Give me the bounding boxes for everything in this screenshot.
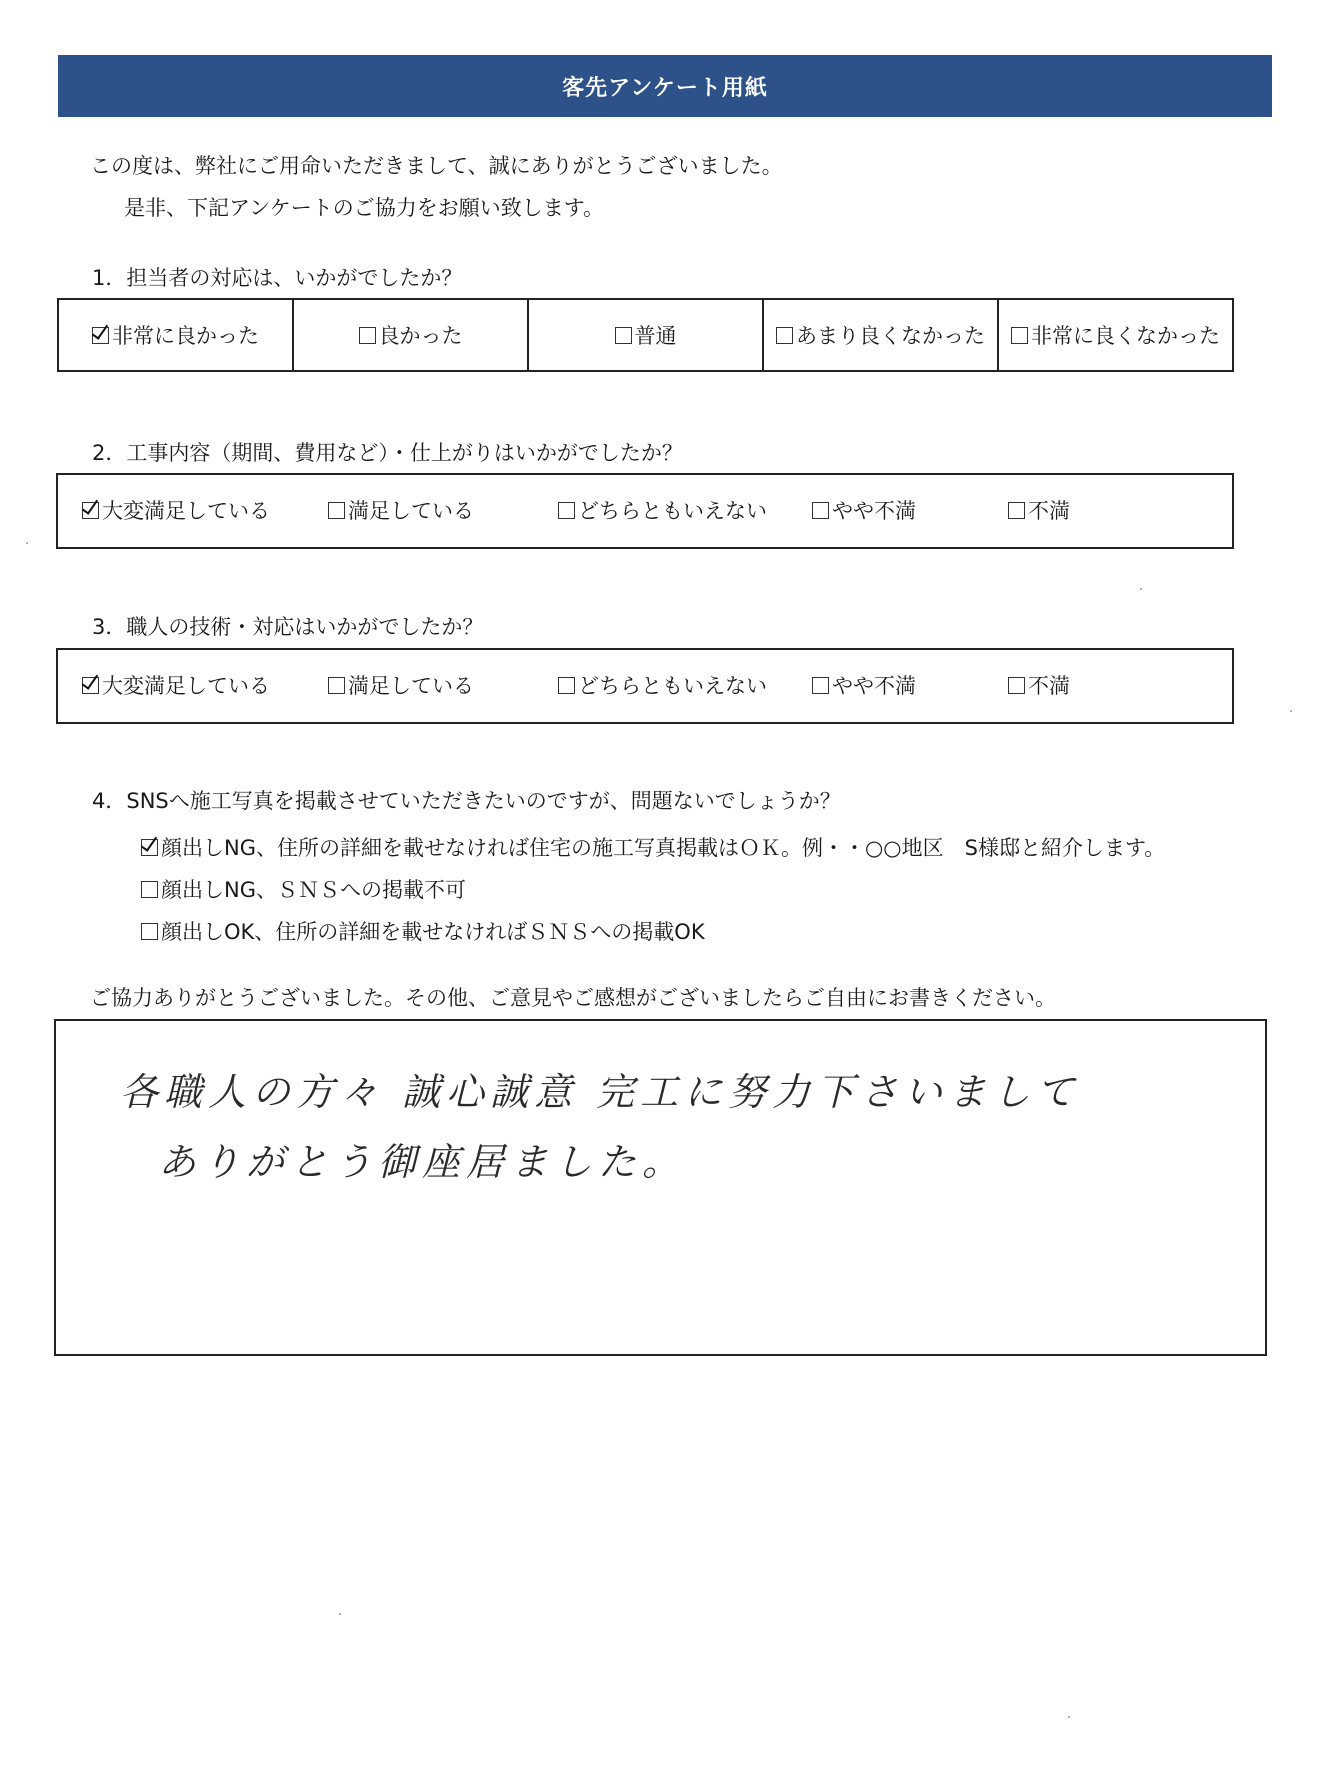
q2-option-4[interactable] xyxy=(812,495,916,525)
checkbox-checked-icon[interactable] xyxy=(141,839,158,856)
checkbox-checked-icon[interactable] xyxy=(82,502,99,519)
q1-option-2[interactable] xyxy=(294,300,529,370)
scan-speck xyxy=(339,1613,341,1615)
q1-option-1[interactable] xyxy=(59,300,294,370)
checkbox-checked-icon[interactable] xyxy=(92,327,109,344)
q4-option-2[interactable] xyxy=(141,874,466,904)
q3-option-5[interactable] xyxy=(1008,670,1070,700)
q1-option-label: あまり良くなかった xyxy=(796,324,985,348)
q2-option-label: 大変満足している xyxy=(102,499,270,523)
checkbox-icon[interactable] xyxy=(812,677,829,694)
checkbox-icon[interactable] xyxy=(615,327,632,344)
checkbox-icon[interactable] xyxy=(141,881,158,898)
checkbox-icon[interactable] xyxy=(1011,327,1028,344)
q1-option-label: 普通 xyxy=(634,324,677,348)
q1-option-label: 良かった xyxy=(378,324,463,348)
q3-option-label: 満足している xyxy=(348,674,474,698)
question-2-options xyxy=(56,473,1234,549)
q4-option-label: 顔出しNG、住所の詳細を載せなければ住宅の施工写真掲載はＯＫ。例・・○○地区 S様邸と紹介します。 xyxy=(161,836,1166,860)
q2-option-label: 不満 xyxy=(1028,499,1070,523)
q4-option-1[interactable] xyxy=(141,832,1165,862)
checkbox-icon[interactable] xyxy=(1008,677,1025,694)
form-header xyxy=(58,55,1272,117)
q3-option-2[interactable] xyxy=(328,670,474,700)
q1-option-3[interactable] xyxy=(529,300,764,370)
q1-option-label: 非常に良くなかった xyxy=(1031,324,1220,348)
checkbox-icon[interactable] xyxy=(328,502,345,519)
checkbox-icon[interactable] xyxy=(812,502,829,519)
q2-option-label: どちらともいえない xyxy=(578,499,767,523)
q2-option-5[interactable] xyxy=(1008,495,1070,525)
q3-option-1[interactable] xyxy=(82,670,270,700)
question-4-title: 4．SNSへ施工写真を掲載させていただきたいのですが、問題ないでしょうか？ xyxy=(92,789,841,813)
q3-option-label: どちらともいえない xyxy=(578,674,767,698)
checkbox-icon[interactable] xyxy=(558,677,575,694)
handwritten-comment-line-1: 各職人の方々 誠心誠意 完工に努力下さいまして xyxy=(120,1070,1081,1114)
q2-option-label: やや不満 xyxy=(832,499,916,523)
checkbox-icon[interactable] xyxy=(141,923,158,940)
checkbox-icon[interactable] xyxy=(359,327,376,344)
question-1-options xyxy=(57,298,1234,372)
comments-prompt: ご協力ありがとうございました。その他、ご意見やご感想がございましたらご自由にお書きください。 xyxy=(90,986,1056,1010)
checkbox-icon[interactable] xyxy=(776,327,793,344)
q2-option-2[interactable] xyxy=(328,495,474,525)
checkbox-icon[interactable] xyxy=(1008,502,1025,519)
q4-option-3[interactable] xyxy=(141,916,705,946)
q2-option-3[interactable] xyxy=(558,495,767,525)
scan-speck xyxy=(26,542,28,544)
q3-option-label: 大変満足している xyxy=(102,674,270,698)
comments-textarea[interactable] xyxy=(54,1019,1267,1356)
intro-line-2: 是非、下記アンケートのご協力をお願い致します。 xyxy=(124,196,605,220)
form-title: 客先アンケート用紙 xyxy=(562,75,768,101)
question-2-title: 2．工事内容（期間、費用など）・仕上がりはいかがでしたか？ xyxy=(92,441,683,465)
scan-speck xyxy=(1140,588,1142,590)
q2-option-1[interactable] xyxy=(82,495,270,525)
question-3-title: 3．職人の技術・対応はいかがでしたか？ xyxy=(92,615,484,639)
q4-option-label: 顔出しOK、住所の詳細を載せなければＳＮＳへの掲載OK xyxy=(161,920,705,944)
intro-line-1: この度は、弊社にご用命いただきまして、誠にありがとうございました。 xyxy=(90,154,783,178)
scan-speck xyxy=(1290,710,1292,712)
handwritten-comment-line-2: ありがとう御座居ました。 xyxy=(158,1140,687,1184)
q3-option-4[interactable] xyxy=(812,670,916,700)
checkbox-icon[interactable] xyxy=(328,677,345,694)
scan-speck xyxy=(1068,1716,1070,1718)
q1-option-4[interactable] xyxy=(764,300,999,370)
checkbox-checked-icon[interactable] xyxy=(82,677,99,694)
q1-option-5[interactable] xyxy=(999,300,1232,370)
checkbox-icon[interactable] xyxy=(558,502,575,519)
q3-option-label: やや不満 xyxy=(832,674,916,698)
question-3-options xyxy=(56,648,1234,724)
question-1-title: 1．担当者の対応は、いかがでしたか？ xyxy=(92,266,463,290)
q3-option-3[interactable] xyxy=(558,670,767,700)
q1-option-label: 非常に良かった xyxy=(112,324,259,348)
q2-option-label: 満足している xyxy=(348,499,474,523)
q3-option-label: 不満 xyxy=(1028,674,1070,698)
q4-option-label: 顔出しNG、ＳＮＳへの掲載不可 xyxy=(161,878,466,902)
